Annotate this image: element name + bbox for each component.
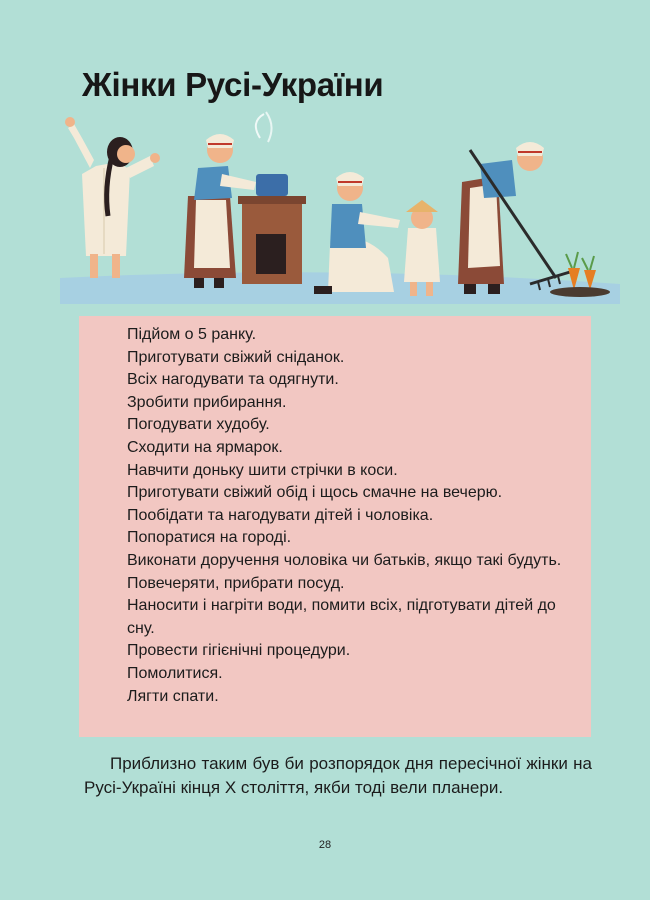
schedule-item: Приготувати свіжий сніданок. [127,348,345,366]
schedule-item: Сходити на ярмарок. [127,438,283,456]
schedule-item: Погодувати худобу. [127,416,270,434]
schedule-item: Виконати доручення чоловіка чи батьків, якщо такі будуть. [127,551,562,569]
summary-paragraph: Приблизно таким був би розпорядок дня пересічної жінки на Русі-Україні кінця X століття, якби тоді вели планери. [84,754,592,797]
schedule-item: Пообідати та нагодувати дітей і чоловіка. [127,506,434,524]
schedule-item: Попоратися на городі. [127,529,292,547]
daily-schedule-list [127,324,567,708]
page-title: Жінки Русі-України [82,66,384,103]
schedule-item: Помолитися. [127,664,223,682]
page-number: 28 [318,839,332,851]
clay-stove [238,174,306,284]
schedule-item: Провести гігієнічні процедури. [127,642,351,660]
gardening-woman-figure [458,142,544,294]
schedule-item: Лягти спати. [127,687,219,705]
schedule-item: Зробити прибирання. [127,393,287,411]
daily-schedule-box [79,316,591,737]
schedule-item: Наносити і нагріти води, помити всіх, підготувати дітей до сну. [127,597,556,637]
child-figure [404,200,440,296]
schedule-item: Підйом о 5 ранку. [127,326,257,343]
stretching-girl-figure [65,117,160,278]
schedule-item: Повечеряти, прибрати посуд. [127,574,345,592]
schedule-item: Приготувати свіжий обід і щось смачне на вечерю. [127,484,503,502]
schedule-item: Всіх нагодувати та одягнути. [127,371,339,389]
schedule-item: Навчити доньку шити стрічки в коси. [127,461,398,479]
women-daily-chores-illustration [60,108,620,304]
